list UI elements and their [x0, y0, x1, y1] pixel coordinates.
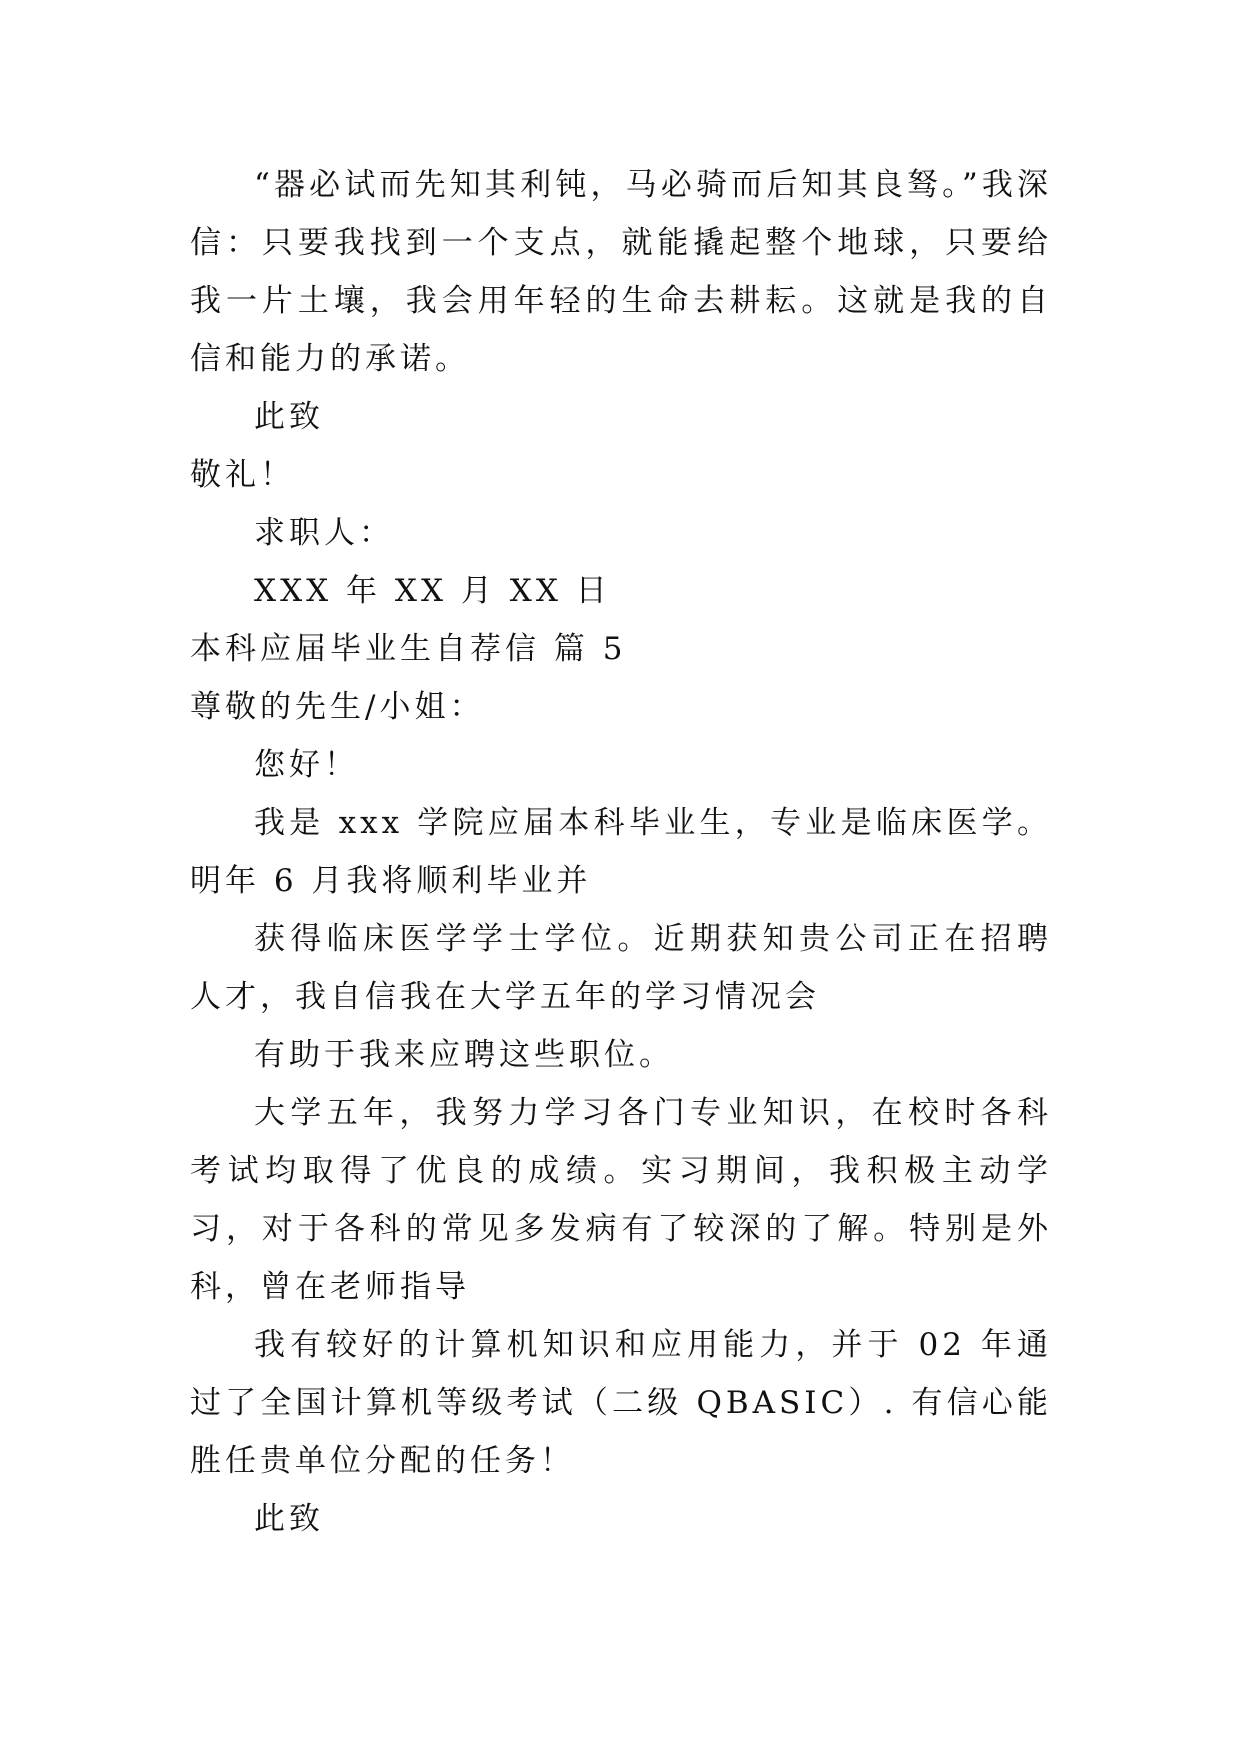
paragraph-position: 有助于我来应聘这些职位。	[254, 1037, 674, 1073]
paragraph-degree: 获得临床医学学士学位。近期获知贵公司正在招聘人才，我自信我在大学五年的学习情况会	[190, 921, 1052, 1015]
greeting-recipient: 尊敬的先生/小姐：	[190, 689, 485, 725]
paragraph-computer-skills: 我有较好的计算机知识和应用能力，并于 02 年通过了全国计算机等级考试（二级 QBASIC）. 有信心能胜任贵单位分配的任务！	[190, 1327, 1052, 1479]
letter-body	[190, 156, 1052, 1548]
greeting-hello: 您好！	[254, 747, 359, 783]
closing-salutation-2: 此致	[254, 1501, 324, 1537]
letter-date: XXX 年 XX 月 XX 日	[254, 573, 611, 609]
closing-salutation-1: 此致	[254, 399, 324, 435]
paragraph-introduction: 我是 xxx 学院应届本科毕业生，专业是临床医学。明年 6 月我将顺利毕业并	[190, 805, 1052, 899]
paragraph-study: 大学五年，我努力学习各门专业知识，在校时各科考试均取得了优良的成绩。实习期间，我积极主动学习，对于各科的常见多发病有了较深的了解。特别是外科，曾在老师指导	[190, 1095, 1052, 1305]
applicant-signature-label: 求职人：	[254, 515, 394, 551]
paragraph-quote-conviction: “器必试而先知其利钝，马必骑而后知其良驽。”我深信：只要我找到一个支点，就能撬起整个地球，只要给我一片土壤，我会用年轻的生命去耕耘。这就是我的自信和能力的承诺。	[190, 167, 1052, 377]
section-heading-5: 本科应届毕业生自荐信 篇 5	[190, 631, 627, 667]
closing-regards-1: 敬礼！	[190, 457, 295, 493]
